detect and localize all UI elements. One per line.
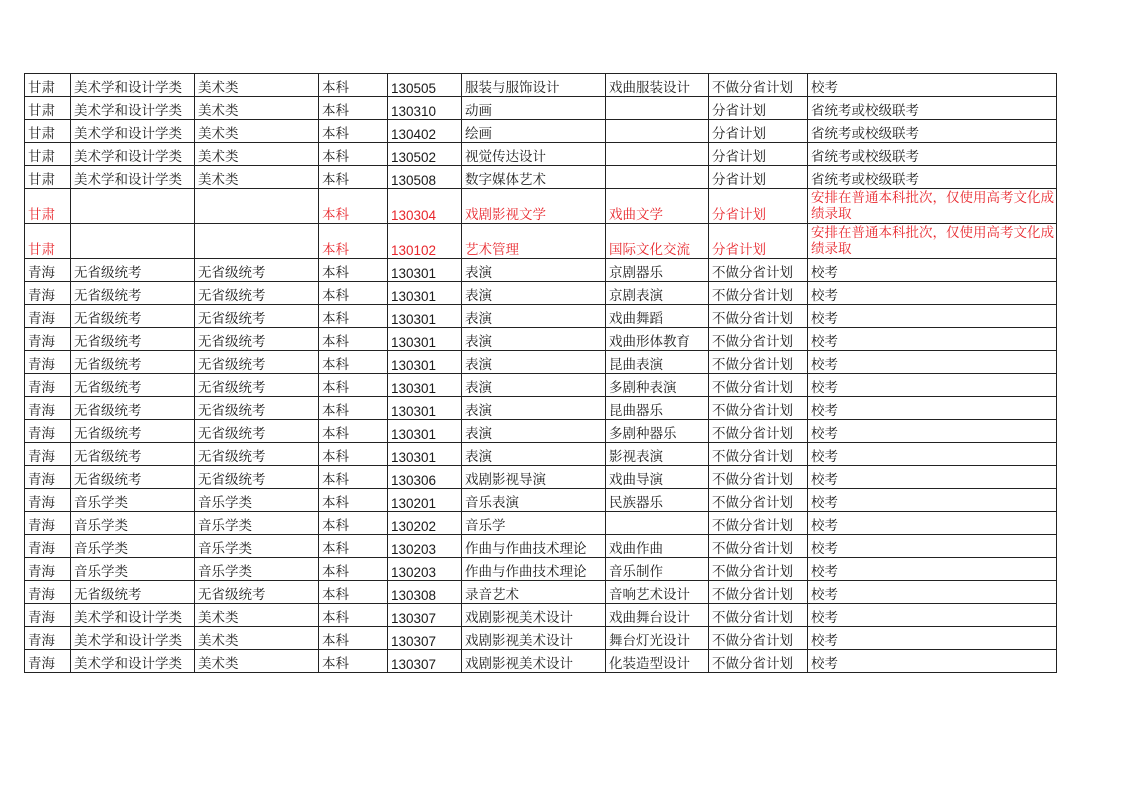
cell-exam-subcategory: 音乐学类 [195,489,319,512]
admissions-plan-table [24,73,1057,673]
cell-exam-method: 校考 [808,535,1057,558]
cell-province: 甘肃 [25,166,71,189]
cell-plan-type: 不做分省计划 [709,328,808,351]
cell-major-name: 服装与服饰设计 [462,74,606,97]
table-row [25,143,1057,166]
table-row [25,74,1057,97]
cell-major-name: 表演 [462,259,606,282]
cell-exam-category: 无省级统考 [71,305,195,328]
cell-plan-type: 不做分省计划 [709,558,808,581]
cell-province: 青海 [25,604,71,627]
cell-exam-category: 美术学和设计学类 [71,143,195,166]
cell-exam-method: 校考 [808,581,1057,604]
cell-major-code: 130307 [388,650,462,673]
cell-major-name: 表演 [462,397,606,420]
cell-major-name: 艺术管理 [462,224,606,259]
cell-level: 本科 [319,97,388,120]
cell-level: 本科 [319,420,388,443]
table-row [25,581,1057,604]
cell-level: 本科 [319,74,388,97]
cell-direction: 多剧种器乐 [606,420,709,443]
cell-major-code: 130301 [388,374,462,397]
cell-province: 青海 [25,466,71,489]
table-row [25,558,1057,581]
cell-exam-category: 美术学和设计学类 [71,604,195,627]
cell-direction: 戏曲文学 [606,189,709,224]
cell-province: 甘肃 [25,120,71,143]
cell-province: 青海 [25,305,71,328]
cell-exam-subcategory: 音乐学类 [195,558,319,581]
cell-major-code: 130402 [388,120,462,143]
cell-province: 青海 [25,558,71,581]
cell-major-code: 130502 [388,143,462,166]
cell-province: 青海 [25,512,71,535]
table-row [25,604,1057,627]
cell-major-name: 数字媒体艺术 [462,166,606,189]
table-row [25,328,1057,351]
cell-exam-method: 省统考或校级联考 [808,143,1057,166]
cell-exam-subcategory: 无省级统考 [195,581,319,604]
cell-province: 甘肃 [25,143,71,166]
cell-exam-category: 音乐学类 [71,512,195,535]
cell-major-name: 绘画 [462,120,606,143]
cell-major-code: 130301 [388,351,462,374]
cell-exam-subcategory: 美术类 [195,97,319,120]
cell-exam-category: 无省级统考 [71,351,195,374]
cell-province: 青海 [25,535,71,558]
cell-province: 青海 [25,328,71,351]
table-row [25,282,1057,305]
cell-level: 本科 [319,489,388,512]
cell-exam-category: 无省级统考 [71,374,195,397]
cell-exam-subcategory: 无省级统考 [195,328,319,351]
cell-plan-type: 不做分省计划 [709,305,808,328]
cell-plan-type: 分省计划 [709,143,808,166]
cell-exam-category: 美术学和设计学类 [71,97,195,120]
cell-exam-method: 校考 [808,328,1057,351]
cell-major-name: 戏剧影视美术设计 [462,627,606,650]
cell-exam-subcategory: 美术类 [195,143,319,166]
cell-major-name: 戏剧影视美术设计 [462,650,606,673]
table-row [25,120,1057,143]
cell-exam-subcategory: 无省级统考 [195,443,319,466]
cell-exam-subcategory: 美术类 [195,650,319,673]
cell-exam-category: 音乐学类 [71,489,195,512]
cell-level: 本科 [319,351,388,374]
cell-province: 青海 [25,420,71,443]
cell-level: 本科 [319,259,388,282]
cell-level: 本科 [319,650,388,673]
cell-plan-type: 不做分省计划 [709,282,808,305]
table-row [25,650,1057,673]
cell-exam-category: 无省级统考 [71,328,195,351]
cell-exam-category: 美术学和设计学类 [71,120,195,143]
cell-plan-type: 不做分省计划 [709,627,808,650]
cell-exam-category: 无省级统考 [71,397,195,420]
cell-major-name: 视觉传达设计 [462,143,606,166]
cell-exam-category: 美术学和设计学类 [71,74,195,97]
cell-direction: 戏曲舞台设计 [606,604,709,627]
cell-exam-method: 省统考或校级联考 [808,166,1057,189]
cell-exam-method: 校考 [808,282,1057,305]
cell-level: 本科 [319,535,388,558]
cell-plan-type: 不做分省计划 [709,420,808,443]
table-row [25,166,1057,189]
cell-exam-subcategory: 无省级统考 [195,374,319,397]
cell-exam-category: 无省级统考 [71,443,195,466]
cell-plan-type: 不做分省计划 [709,466,808,489]
cell-direction: 国际文化交流 [606,224,709,259]
cell-level: 本科 [319,305,388,328]
cell-exam-category: 美术学和设计学类 [71,627,195,650]
cell-plan-type: 不做分省计划 [709,397,808,420]
cell-direction: 化装造型设计 [606,650,709,673]
cell-province: 青海 [25,397,71,420]
table-row [25,512,1057,535]
cell-exam-method: 校考 [808,443,1057,466]
cell-major-name: 表演 [462,305,606,328]
cell-major-code: 130301 [388,328,462,351]
cell-level: 本科 [319,374,388,397]
cell-major-code: 130301 [388,259,462,282]
table-row [25,305,1057,328]
cell-direction: 京剧表演 [606,282,709,305]
cell-plan-type: 分省计划 [709,224,808,259]
table-row [25,627,1057,650]
cell-exam-subcategory: 美术类 [195,166,319,189]
cell-plan-type: 分省计划 [709,166,808,189]
cell-province: 青海 [25,650,71,673]
cell-major-code: 130203 [388,535,462,558]
cell-exam-method: 校考 [808,650,1057,673]
cell-province: 青海 [25,443,71,466]
cell-major-code: 130301 [388,282,462,305]
cell-major-code: 130202 [388,512,462,535]
table-row [25,397,1057,420]
cell-level: 本科 [319,224,388,259]
cell-exam-method: 校考 [808,420,1057,443]
cell-exam-method: 校考 [808,351,1057,374]
cell-level: 本科 [319,328,388,351]
table-row [25,489,1057,512]
cell-direction: 戏曲作曲 [606,535,709,558]
cell-province: 甘肃 [25,224,71,259]
cell-major-code: 130508 [388,166,462,189]
cell-major-code: 130308 [388,581,462,604]
cell-plan-type: 不做分省计划 [709,374,808,397]
cell-direction: 昆曲表演 [606,351,709,374]
cell-level: 本科 [319,189,388,224]
cell-major-code: 130306 [388,466,462,489]
cell-exam-subcategory: 美术类 [195,120,319,143]
cell-direction: 音乐制作 [606,558,709,581]
cell-plan-type: 分省计划 [709,120,808,143]
cell-level: 本科 [319,443,388,466]
cell-level: 本科 [319,120,388,143]
cell-plan-type: 分省计划 [709,97,808,120]
cell-exam-category: 无省级统考 [71,466,195,489]
table-row [25,374,1057,397]
cell-plan-type: 不做分省计划 [709,512,808,535]
table-body [25,74,1057,673]
cell-major-code: 130102 [388,224,462,259]
cell-plan-type: 不做分省计划 [709,604,808,627]
cell-exam-category: 无省级统考 [71,420,195,443]
cell-exam-method: 校考 [808,604,1057,627]
cell-plan-type: 不做分省计划 [709,259,808,282]
cell-exam-subcategory: 无省级统考 [195,282,319,305]
cell-major-name: 表演 [462,282,606,305]
cell-exam-subcategory: 美术类 [195,74,319,97]
cell-direction: 昆曲器乐 [606,397,709,420]
cell-major-code: 130307 [388,627,462,650]
cell-plan-type: 不做分省计划 [709,443,808,466]
cell-major-code: 130301 [388,397,462,420]
cell-major-name: 表演 [462,374,606,397]
cell-exam-subcategory [195,189,319,224]
cell-major-code: 130304 [388,189,462,224]
cell-exam-category: 无省级统考 [71,282,195,305]
cell-direction: 戏曲导演 [606,466,709,489]
cell-direction [606,97,709,120]
cell-exam-subcategory: 美术类 [195,627,319,650]
cell-exam-subcategory: 无省级统考 [195,351,319,374]
cell-direction [606,166,709,189]
cell-level: 本科 [319,397,388,420]
cell-province: 青海 [25,259,71,282]
cell-province: 青海 [25,282,71,305]
cell-exam-subcategory: 无省级统考 [195,420,319,443]
cell-major-code: 130301 [388,420,462,443]
cell-major-code: 130203 [388,558,462,581]
cell-exam-method: 省统考或校级联考 [808,120,1057,143]
table-row [25,259,1057,282]
cell-exam-method: 校考 [808,397,1057,420]
cell-direction [606,143,709,166]
cell-major-code: 130301 [388,305,462,328]
cell-exam-category: 音乐学类 [71,558,195,581]
cell-exam-method: 校考 [808,512,1057,535]
cell-level: 本科 [319,143,388,166]
cell-major-name: 录音艺术 [462,581,606,604]
cell-province: 甘肃 [25,97,71,120]
cell-direction [606,120,709,143]
table-row [25,466,1057,489]
cell-major-name: 戏剧影视文学 [462,189,606,224]
cell-plan-type: 不做分省计划 [709,74,808,97]
cell-plan-type: 分省计划 [709,189,808,224]
cell-exam-category: 无省级统考 [71,259,195,282]
cell-exam-method: 校考 [808,627,1057,650]
cell-direction: 戏曲服装设计 [606,74,709,97]
cell-exam-method: 安排在普通本科批次，仅使用高考文化成绩录取 [808,189,1057,224]
cell-direction: 戏曲舞蹈 [606,305,709,328]
table-row [25,351,1057,374]
cell-exam-category: 美术学和设计学类 [71,650,195,673]
cell-direction: 民族器乐 [606,489,709,512]
cell-plan-type: 不做分省计划 [709,581,808,604]
cell-level: 本科 [319,558,388,581]
cell-province: 甘肃 [25,189,71,224]
cell-province: 青海 [25,351,71,374]
cell-plan-type: 不做分省计划 [709,351,808,374]
cell-exam-category: 音乐学类 [71,535,195,558]
cell-direction: 舞台灯光设计 [606,627,709,650]
cell-level: 本科 [319,466,388,489]
cell-plan-type: 不做分省计划 [709,535,808,558]
cell-plan-type: 不做分省计划 [709,650,808,673]
cell-exam-category [71,189,195,224]
cell-province: 青海 [25,581,71,604]
cell-major-name: 戏剧影视导演 [462,466,606,489]
table-row [25,97,1057,120]
cell-major-code: 130301 [388,443,462,466]
cell-level: 本科 [319,512,388,535]
cell-exam-subcategory: 音乐学类 [195,512,319,535]
cell-major-code: 130310 [388,97,462,120]
cell-exam-method: 安排在普通本科批次，仅使用高考文化成绩录取 [808,224,1057,259]
cell-exam-subcategory: 无省级统考 [195,397,319,420]
cell-exam-category [71,224,195,259]
cell-level: 本科 [319,166,388,189]
cell-level: 本科 [319,627,388,650]
cell-direction: 影视表演 [606,443,709,466]
cell-exam-method: 省统考或校级联考 [808,97,1057,120]
cell-province: 甘肃 [25,74,71,97]
cell-level: 本科 [319,282,388,305]
cell-major-code: 130505 [388,74,462,97]
cell-direction: 京剧器乐 [606,259,709,282]
cell-exam-method: 校考 [808,305,1057,328]
cell-exam-subcategory: 无省级统考 [195,259,319,282]
cell-exam-subcategory: 无省级统考 [195,305,319,328]
cell-exam-method: 校考 [808,259,1057,282]
cell-major-name: 作曲与作曲技术理论 [462,558,606,581]
cell-direction: 音响艺术设计 [606,581,709,604]
table-row [25,224,1057,259]
cell-major-name: 表演 [462,328,606,351]
cell-major-name: 动画 [462,97,606,120]
cell-major-code: 130307 [388,604,462,627]
cell-exam-method: 校考 [808,374,1057,397]
table-row [25,443,1057,466]
table-row [25,420,1057,443]
cell-exam-category: 无省级统考 [71,581,195,604]
cell-major-name: 表演 [462,420,606,443]
cell-exam-subcategory: 无省级统考 [195,466,319,489]
cell-exam-method: 校考 [808,489,1057,512]
cell-major-code: 130201 [388,489,462,512]
cell-direction: 多剧种表演 [606,374,709,397]
cell-exam-category: 美术学和设计学类 [71,166,195,189]
cell-exam-subcategory: 音乐学类 [195,535,319,558]
cell-major-name: 表演 [462,351,606,374]
cell-province: 青海 [25,374,71,397]
cell-plan-type: 不做分省计划 [709,489,808,512]
cell-exam-subcategory: 美术类 [195,604,319,627]
cell-exam-method: 校考 [808,74,1057,97]
cell-exam-method: 校考 [808,558,1057,581]
table-row [25,189,1057,224]
cell-major-name: 作曲与作曲技术理论 [462,535,606,558]
cell-direction [606,512,709,535]
cell-major-name: 音乐学 [462,512,606,535]
cell-province: 青海 [25,627,71,650]
cell-level: 本科 [319,581,388,604]
cell-major-name: 音乐表演 [462,489,606,512]
cell-major-name: 表演 [462,443,606,466]
cell-level: 本科 [319,604,388,627]
cell-direction: 戏曲形体教育 [606,328,709,351]
cell-major-name: 戏剧影视美术设计 [462,604,606,627]
table-row [25,535,1057,558]
cell-exam-subcategory [195,224,319,259]
cell-exam-method: 校考 [808,466,1057,489]
cell-province: 青海 [25,489,71,512]
